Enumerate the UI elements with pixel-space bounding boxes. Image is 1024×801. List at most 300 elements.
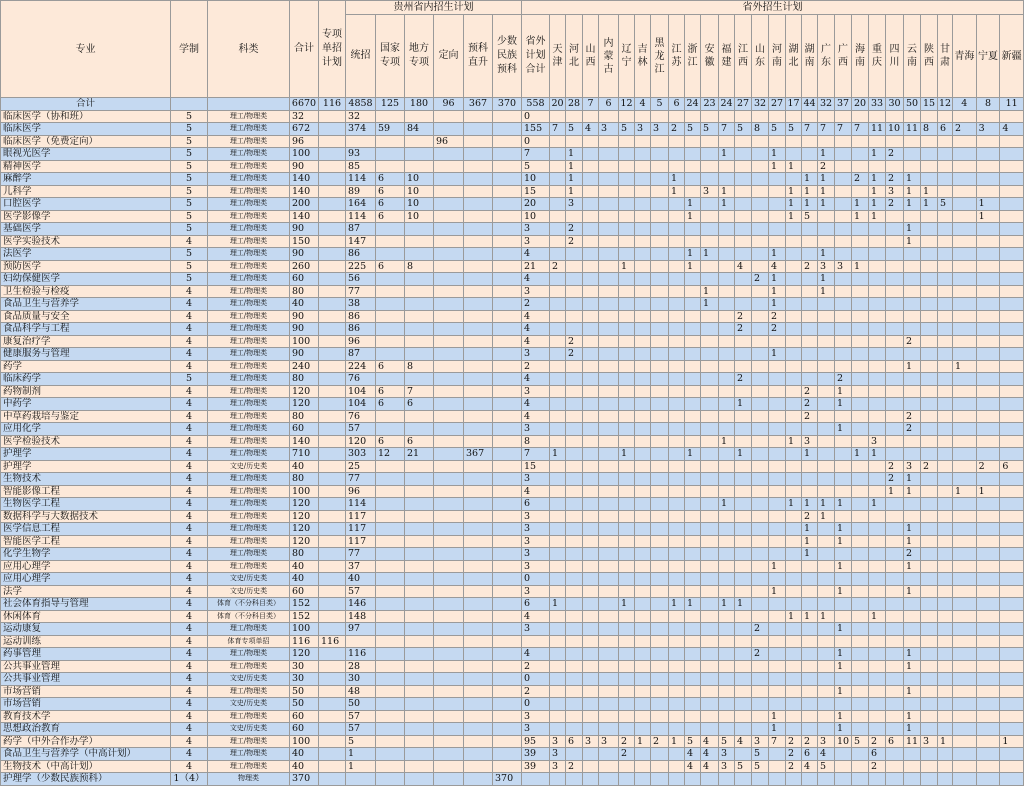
value-cell (651, 610, 669, 623)
duration-cell: 5 (171, 248, 208, 261)
value-cell (1000, 385, 1024, 398)
value-cell: 3 (522, 548, 550, 561)
value-cell (752, 348, 769, 361)
value-cell (493, 523, 522, 536)
value-cell (434, 435, 464, 448)
value-cell (953, 598, 977, 611)
value-cell (583, 685, 599, 698)
value-cell (818, 110, 835, 123)
value-cell (818, 223, 835, 236)
value-cell (886, 348, 904, 361)
value-cell (786, 235, 802, 248)
value-cell (802, 223, 818, 236)
value-cell (953, 535, 977, 548)
value-cell (886, 398, 904, 411)
value-cell (802, 723, 818, 736)
value-cell (405, 585, 434, 598)
value-cell (719, 260, 735, 273)
category-cell: 理工/物理类 (208, 523, 290, 536)
value-cell (904, 348, 921, 361)
value-cell (938, 385, 953, 398)
value-cell (493, 260, 522, 273)
value-cell (818, 710, 835, 723)
value-cell (405, 698, 434, 711)
value-cell (619, 148, 635, 161)
value-cell (464, 173, 493, 186)
table-row (1, 223, 1024, 236)
value-cell (852, 548, 869, 561)
value-cell: 3 (522, 585, 550, 598)
value-cell (583, 723, 599, 736)
value-cell: 5 (685, 123, 701, 136)
value-cell (701, 385, 719, 398)
value-cell (1000, 323, 1024, 336)
value-cell (769, 485, 786, 498)
value-cell (464, 748, 493, 761)
value-cell (405, 660, 434, 673)
value-cell (550, 323, 566, 336)
header-province: 新疆 (1000, 15, 1024, 98)
total-value-cell: 20 (852, 98, 869, 111)
value-cell (434, 585, 464, 598)
value-cell (786, 548, 802, 561)
value-cell (701, 173, 719, 186)
category-cell: 体育专项单招 (208, 635, 290, 648)
value-cell (752, 135, 769, 148)
value-cell (685, 673, 701, 686)
value-cell (786, 585, 802, 598)
duration-cell: 4 (171, 473, 208, 486)
value-cell: 2 (735, 373, 752, 386)
value-cell (735, 523, 752, 536)
value-cell (719, 385, 735, 398)
value-cell (953, 773, 977, 786)
value-cell (938, 560, 953, 573)
value-cell: 116 (319, 635, 346, 648)
value-cell (599, 548, 619, 561)
category-cell: 理工/物理类 (208, 123, 290, 136)
value-cell: 1 (685, 210, 701, 223)
value-cell (852, 223, 869, 236)
value-cell (651, 148, 669, 161)
value-cell (583, 385, 599, 398)
value-cell: 2 (921, 460, 938, 473)
value-cell (701, 110, 719, 123)
value-cell: 84 (405, 123, 434, 136)
value-cell (953, 260, 977, 273)
value-cell: 8 (405, 260, 434, 273)
value-cell (904, 323, 921, 336)
value-cell (464, 648, 493, 661)
value-cell (319, 235, 346, 248)
value-cell (921, 398, 938, 411)
total-value-cell: 32 (818, 98, 835, 111)
value-cell (769, 385, 786, 398)
value-cell (976, 335, 1000, 348)
value-cell: 5 (852, 735, 869, 748)
value-cell (735, 248, 752, 261)
value-cell: 2 (651, 735, 669, 748)
value-cell (835, 323, 852, 336)
value-cell: 8 (752, 123, 769, 136)
value-cell (619, 673, 635, 686)
value-cell (319, 548, 346, 561)
value-cell (566, 110, 583, 123)
value-cell (904, 448, 921, 461)
value-cell (685, 460, 701, 473)
value-cell: 1 (669, 185, 685, 198)
value-cell (566, 473, 583, 486)
value-cell (651, 660, 669, 673)
value-cell: 40 (290, 760, 319, 773)
category-cell: 理工/物理类 (208, 298, 290, 311)
value-cell (550, 348, 566, 361)
value-cell (685, 435, 701, 448)
value-cell: 4 (735, 735, 752, 748)
value-cell (619, 423, 635, 436)
value-cell (319, 598, 346, 611)
value-cell (566, 210, 583, 223)
value-cell: 1 (786, 185, 802, 198)
value-cell: 97 (346, 623, 376, 636)
value-cell (685, 173, 701, 186)
value-cell (566, 510, 583, 523)
value-cell (405, 510, 434, 523)
table-row (1, 573, 1024, 586)
value-cell (769, 535, 786, 548)
value-cell (434, 685, 464, 698)
value-cell (869, 523, 886, 536)
value-cell (434, 410, 464, 423)
value-cell (938, 373, 953, 386)
duration-cell: 4 (171, 548, 208, 561)
value-cell: 3 (522, 523, 550, 536)
value-cell (1000, 760, 1024, 773)
value-cell (550, 148, 566, 161)
value-cell (852, 398, 869, 411)
duration-cell: 5 (171, 273, 208, 286)
value-cell (376, 160, 405, 173)
value-cell: 6 (376, 435, 405, 448)
category-cell: 理工/物理类 (208, 685, 290, 698)
header-category: 科类 (208, 1, 290, 98)
value-cell (953, 410, 977, 423)
total-value-cell: 30 (886, 98, 904, 111)
value-cell: 116 (346, 648, 376, 661)
value-cell (886, 448, 904, 461)
value-cell (651, 648, 669, 661)
value-cell (434, 735, 464, 748)
value-cell (405, 248, 434, 261)
value-cell (319, 723, 346, 736)
value-cell (786, 173, 802, 186)
value-cell: 1 (769, 298, 786, 311)
value-cell (685, 273, 701, 286)
value-cell: 56 (346, 273, 376, 286)
value-cell (566, 710, 583, 723)
value-cell (976, 698, 1000, 711)
value-cell: 2 (904, 410, 921, 423)
value-cell (786, 460, 802, 473)
value-cell (651, 373, 669, 386)
value-cell (405, 760, 434, 773)
value-cell (651, 510, 669, 523)
value-cell (651, 348, 669, 361)
value-cell (405, 673, 434, 686)
value-cell (583, 673, 599, 686)
value-cell (701, 685, 719, 698)
value-cell (752, 548, 769, 561)
value-cell (938, 398, 953, 411)
value-cell (434, 198, 464, 211)
value-cell (701, 585, 719, 598)
value-cell (953, 435, 977, 448)
value-cell (685, 660, 701, 673)
value-cell (835, 598, 852, 611)
duration-cell: 5 (171, 223, 208, 236)
value-cell: 4 (701, 760, 719, 773)
value-cell (319, 573, 346, 586)
major-name: 智能影像工程 (1, 485, 171, 498)
value-cell: 2 (550, 260, 566, 273)
value-cell (953, 285, 977, 298)
major-name: 护理学 (1, 448, 171, 461)
value-cell (651, 673, 669, 686)
value-cell (735, 585, 752, 598)
value-cell (583, 448, 599, 461)
value-cell (619, 523, 635, 536)
value-cell (976, 560, 1000, 573)
value-cell (376, 723, 405, 736)
value-cell: 3 (522, 710, 550, 723)
value-cell (769, 610, 786, 623)
value-cell (976, 423, 1000, 436)
value-cell: 50 (346, 698, 376, 711)
value-cell (583, 360, 599, 373)
value-cell (818, 448, 835, 461)
value-cell (651, 135, 669, 148)
value-cell (550, 723, 566, 736)
value-cell (735, 148, 752, 161)
value-cell (651, 410, 669, 423)
value-cell (566, 773, 583, 786)
value-cell (786, 373, 802, 386)
value-cell (550, 485, 566, 498)
value-cell (719, 448, 735, 461)
value-cell (493, 573, 522, 586)
value-cell (434, 185, 464, 198)
category-cell: 理工/物理类 (208, 135, 290, 148)
totals-row (1, 98, 1024, 111)
value-cell (1000, 148, 1024, 161)
value-cell: 4 (583, 123, 599, 136)
value-cell (635, 585, 651, 598)
value-cell (701, 473, 719, 486)
value-cell (852, 235, 869, 248)
value-cell (904, 135, 921, 148)
value-cell (938, 485, 953, 498)
value-cell (752, 635, 769, 648)
major-name: 药学 (1, 360, 171, 373)
value-cell (405, 273, 434, 286)
value-cell (669, 573, 685, 586)
value-cell (434, 285, 464, 298)
value-cell: 4 (818, 748, 835, 761)
value-cell (886, 548, 904, 561)
value-cell: 1 (818, 273, 835, 286)
value-cell (434, 260, 464, 273)
value-cell (752, 385, 769, 398)
value-cell: 6 (566, 735, 583, 748)
value-cell (852, 748, 869, 761)
category-cell: 理工/物理类 (208, 710, 290, 723)
value-cell (464, 498, 493, 511)
value-cell (583, 248, 599, 261)
value-cell: 2 (566, 760, 583, 773)
duration-cell: 4 (171, 760, 208, 773)
value-cell: 2 (522, 660, 550, 673)
value-cell (583, 698, 599, 711)
value-cell (786, 485, 802, 498)
value-cell: 1 (904, 723, 921, 736)
value-cell (976, 323, 1000, 336)
value-cell (635, 623, 651, 636)
value-cell (464, 435, 493, 448)
value-cell: 1 (835, 648, 852, 661)
value-cell (701, 260, 719, 273)
value-cell (818, 573, 835, 586)
value-cell (938, 410, 953, 423)
value-cell (921, 635, 938, 648)
category-cell: 文史/历史类 (208, 460, 290, 473)
value-cell (869, 673, 886, 686)
category-cell: 理工/物理类 (208, 210, 290, 223)
value-cell (786, 673, 802, 686)
value-cell (904, 760, 921, 773)
value-cell: 114 (346, 173, 376, 186)
value-cell (319, 498, 346, 511)
value-cell (976, 673, 1000, 686)
value-cell: 5 (619, 123, 635, 136)
value-cell (735, 173, 752, 186)
value-cell (566, 573, 583, 586)
value-cell (669, 410, 685, 423)
value-cell (464, 460, 493, 473)
value-cell: 1 (852, 448, 869, 461)
value-cell (405, 573, 434, 586)
value-cell (685, 723, 701, 736)
value-cell (735, 748, 752, 761)
category-cell: 文史/历史类 (208, 585, 290, 598)
value-cell: 1 (619, 448, 635, 461)
value-cell: 120 (290, 398, 319, 411)
value-cell (719, 310, 735, 323)
value-cell (786, 285, 802, 298)
value-cell: 3 (869, 435, 886, 448)
value-cell (464, 135, 493, 148)
value-cell (1000, 585, 1024, 598)
value-cell (635, 760, 651, 773)
major-name: 护理学 (1, 460, 171, 473)
value-cell (550, 198, 566, 211)
value-cell (619, 135, 635, 148)
value-cell (651, 310, 669, 323)
value-cell (376, 710, 405, 723)
duration-cell: 4 (171, 310, 208, 323)
value-cell (818, 685, 835, 698)
value-cell (493, 323, 522, 336)
total-value-cell: 24 (720, 98, 733, 110)
value-cell (752, 560, 769, 573)
value-cell (434, 448, 464, 461)
value-cell (752, 498, 769, 511)
value-cell (669, 310, 685, 323)
value-cell (818, 460, 835, 473)
value-cell (1000, 560, 1024, 573)
value-cell (921, 210, 938, 223)
duration-cell: 4 (171, 523, 208, 536)
value-cell (599, 623, 619, 636)
value-cell (550, 248, 566, 261)
value-cell: 4 (701, 748, 719, 761)
table-row (1, 673, 1024, 686)
value-cell: 7 (818, 123, 835, 136)
duration-cell: 4 (171, 360, 208, 373)
value-cell: 3 (522, 235, 550, 248)
value-cell (835, 248, 852, 261)
header-province: 安徽 (701, 15, 719, 98)
value-cell (464, 260, 493, 273)
value-cell (1000, 435, 1024, 448)
value-cell (886, 523, 904, 536)
value-cell: 48 (346, 685, 376, 698)
value-cell (904, 110, 921, 123)
value-cell (852, 648, 869, 661)
value-cell (938, 310, 953, 323)
value-cell (735, 685, 752, 698)
value-cell (493, 498, 522, 511)
value-cell (434, 510, 464, 523)
value-cell: 114 (346, 210, 376, 223)
value-cell: 8 (921, 123, 938, 136)
value-cell (719, 373, 735, 386)
value-cell (583, 373, 599, 386)
value-cell (818, 335, 835, 348)
value-cell: 1 (685, 198, 701, 211)
duration-cell: 5 (171, 185, 208, 198)
value-cell (319, 110, 346, 123)
value-cell (669, 773, 685, 786)
value-cell: 5 (802, 210, 818, 223)
total-value-cell: 27 (735, 98, 752, 111)
value-cell (802, 598, 818, 611)
category-cell: 理工/物理类 (208, 535, 290, 548)
value-cell (434, 573, 464, 586)
value-cell: 3 (818, 735, 835, 748)
value-cell (886, 210, 904, 223)
value-cell (976, 635, 1000, 648)
value-cell (405, 498, 434, 511)
value-cell (769, 223, 786, 236)
header-province: 四川 (886, 15, 904, 98)
value-cell (550, 510, 566, 523)
value-cell (319, 285, 346, 298)
major-name: 应用心理学 (1, 560, 171, 573)
value-cell (869, 235, 886, 248)
value-cell (685, 473, 701, 486)
table-row (1, 535, 1024, 548)
value-cell (904, 385, 921, 398)
